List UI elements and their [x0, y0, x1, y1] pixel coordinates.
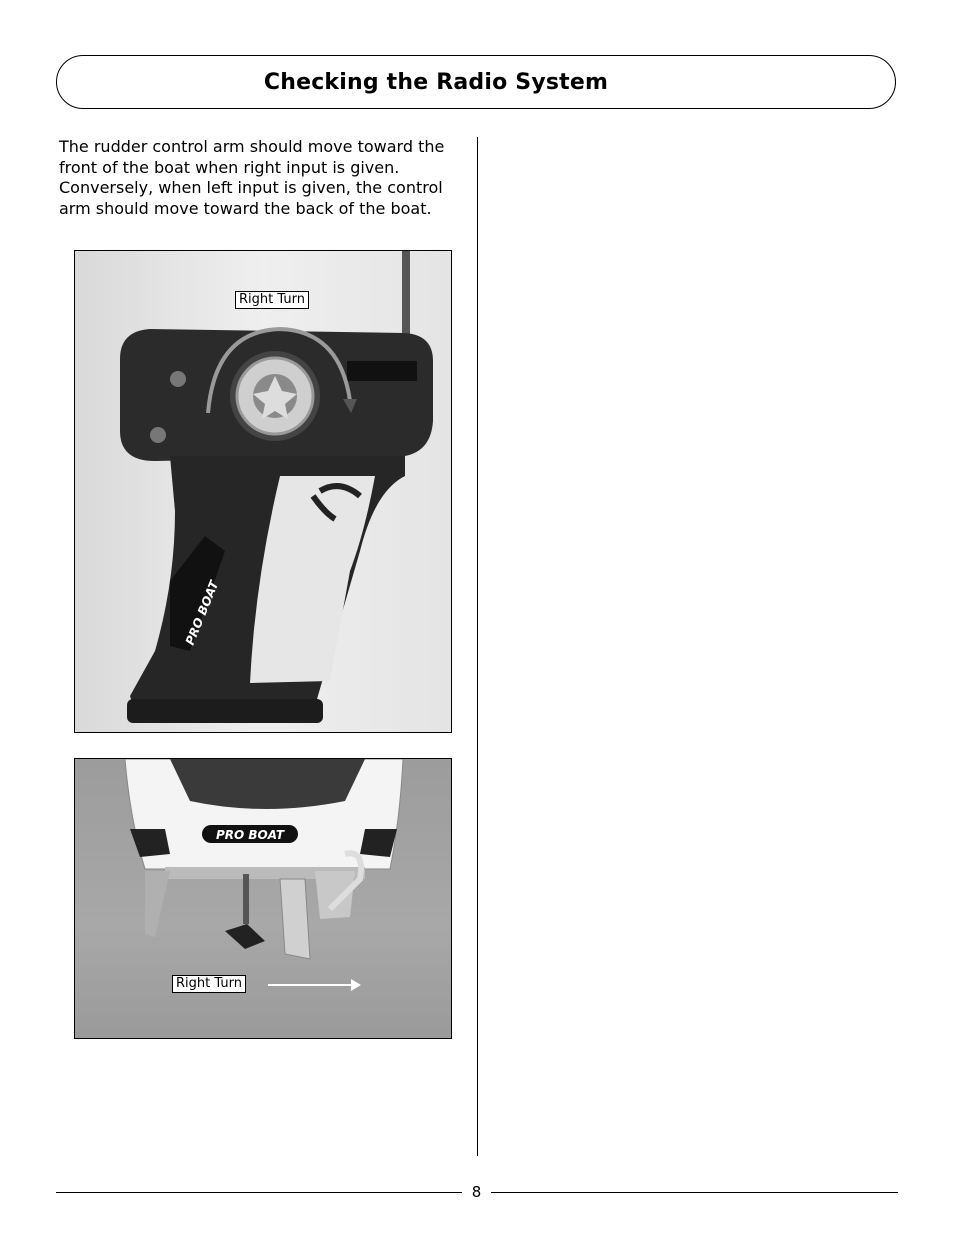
page-title-banner: [56, 55, 896, 109]
page-number: 8: [471, 1183, 482, 1201]
grip-logo-text: PRO BOAT: [182, 578, 222, 648]
transom-logo-text: PRO BOAT: [215, 828, 285, 842]
right-turn-label: Right Turn: [235, 291, 309, 309]
footer-rule-right: [491, 1192, 898, 1193]
boat-stern-illustration: [75, 759, 452, 1039]
instruction-paragraph: The rudder control arm should move toward the front of the boat when right input is given. Conversely, when left input is given, the control arm should move toward the back of the boat.: [59, 137, 445, 218]
transmitter-photo: [74, 250, 452, 733]
right-turn-label: Right Turn: [172, 975, 246, 993]
footer-rule-left: [56, 1192, 462, 1193]
page-title: Checking the Radio System: [263, 69, 609, 95]
column-divider: [477, 137, 478, 1156]
transmitter-illustration: [75, 251, 452, 733]
boat-rudder-photo: [74, 758, 452, 1039]
